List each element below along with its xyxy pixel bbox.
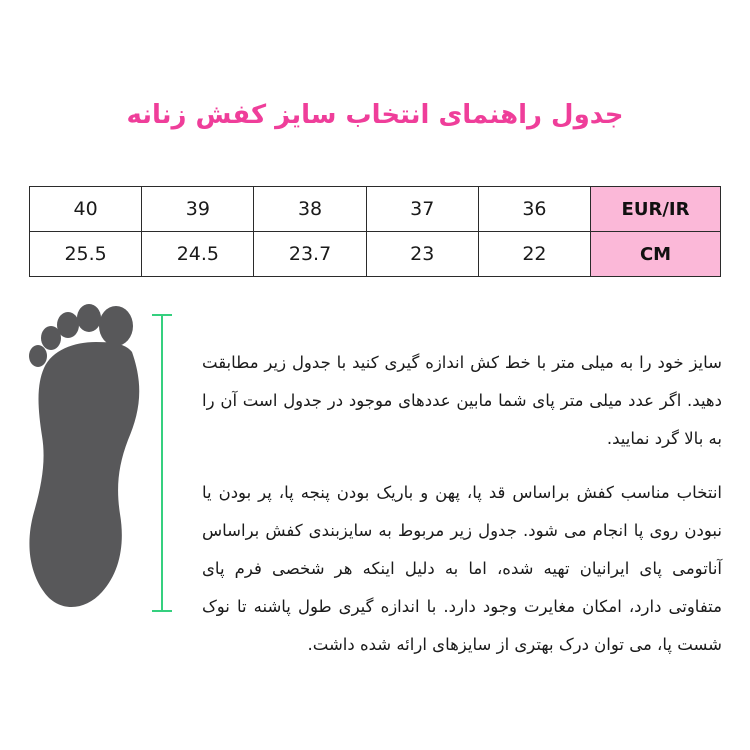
cell-cm-39: 24.5 (142, 232, 254, 277)
row-label-eur-ir: EUR/IR (591, 187, 721, 232)
cell-eur-36: 36 (478, 187, 590, 232)
table-row (30, 187, 721, 232)
instructions-text (202, 344, 722, 670)
table-row (30, 232, 721, 277)
measure-cap-bottom-icon (152, 610, 172, 612)
cell-eur-37: 37 (366, 187, 478, 232)
page-title: جدول راهنمای انتخاب سایز کفش زنانه (126, 100, 624, 130)
instruction-paragraph-1: سایز خود را به میلی متر با خط کش اندازه گیری کنید با جدول زیر مطابقت دهید. اگر عدد میلی متر پای شما مابین عددهای موجود در جدول است آن را به بالا گرد نمایید. (202, 353, 722, 448)
foot-sole-icon (20, 300, 180, 630)
cell-cm-37: 23 (366, 232, 478, 277)
cell-cm-36: 22 (478, 232, 590, 277)
row-label-cm: CM (591, 232, 721, 277)
instruction-paragraph-2: انتخاب مناسب کفش براساس قد پا، پهن و باریک بودن پنجه پا، پر بودن یا نبودن روی پا انجام می شود. جدول زیر مربوط به سایزبندی کفش براساس آناتومی پای ایرانیان تهیه شده، اما به دلیل اینکه هر شخصی فرم پای متفاوتی دارد، امکان مغایرت وجود دارد. با اندازه گیری طول پاشنه تا نوک شست پا، می توان درک بهتری از سایزهای ارائه شده داشت. (202, 483, 722, 654)
cell-cm-40: 25.5 (30, 232, 142, 277)
foot-illustration (20, 300, 180, 630)
cell-eur-38: 38 (254, 187, 366, 232)
measure-line-icon (161, 314, 163, 612)
cell-eur-39: 39 (142, 187, 254, 232)
cell-eur-40: 40 (30, 187, 142, 232)
size-chart-table (29, 186, 721, 277)
cell-cm-38: 23.7 (254, 232, 366, 277)
